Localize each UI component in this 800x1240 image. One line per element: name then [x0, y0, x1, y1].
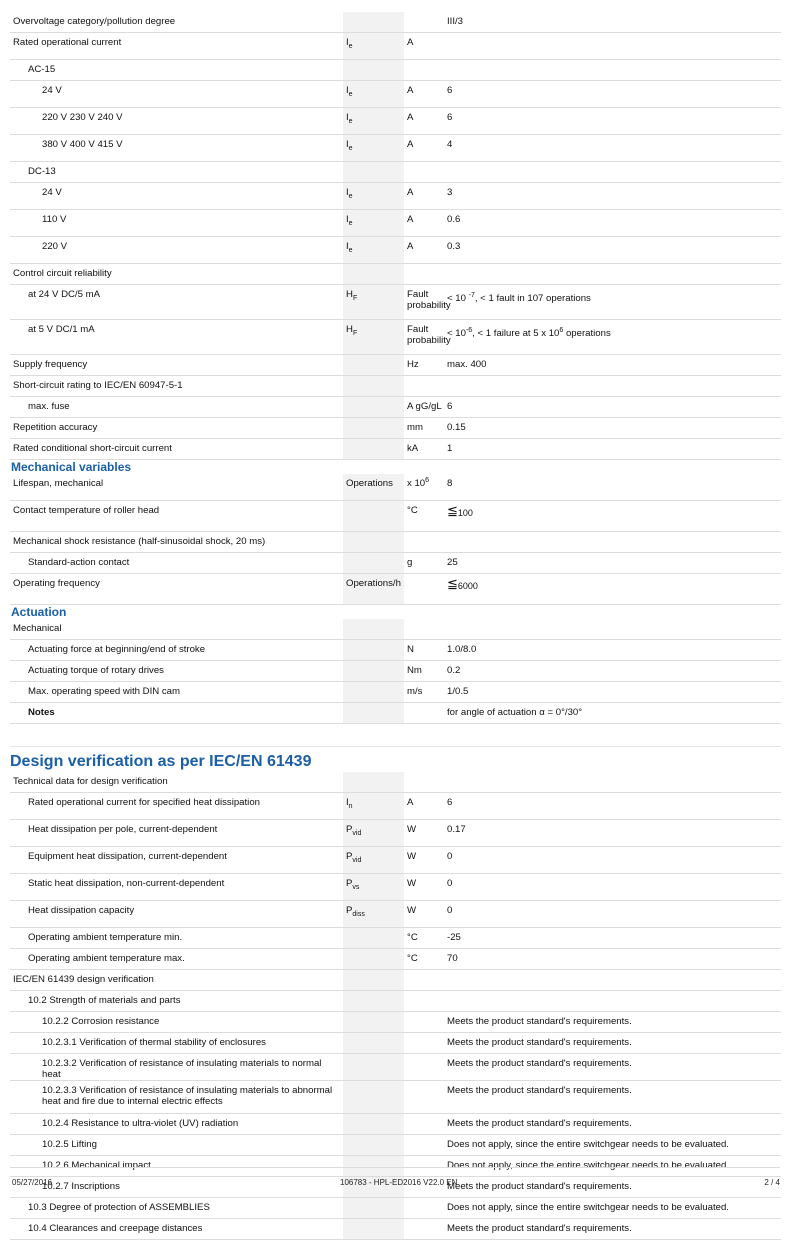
row-value [444, 970, 781, 991]
row-value: Meets the product standard's requirements. [444, 1081, 781, 1114]
symbol-base: P [346, 878, 353, 889]
table-row [10, 183, 781, 210]
unit-line: Fault [407, 324, 429, 335]
row-value: 25 [444, 553, 781, 574]
table-row [10, 320, 781, 355]
row-unit [404, 1114, 444, 1135]
electrical-table [10, 12, 781, 460]
row-label: 10.2.3.3 Verification of resistance of insulating materials to abnormal heat and fire due to internal electric effects [10, 1081, 343, 1114]
row-unit: A gG/gL [404, 397, 444, 418]
symbol-base: P [346, 905, 353, 916]
table-row [10, 640, 781, 661]
table-row [10, 991, 781, 1012]
row-symbol [343, 439, 404, 460]
table-row [10, 237, 781, 264]
table-row [10, 1198, 781, 1219]
value-exponent: 6 [559, 326, 564, 334]
table-row [10, 772, 781, 793]
symbol-base: I [346, 112, 349, 123]
row-label: 10.2.2 Corrosion resistance [10, 1012, 343, 1033]
row-label: 10.4 Clearances and creepage distances [10, 1219, 343, 1240]
row-label: at 24 V DC/5 mA [10, 285, 343, 320]
row-label: Lifespan, mechanical [10, 474, 343, 501]
row-label: AC-15 [10, 60, 343, 81]
row-label: DC-13 [10, 162, 343, 183]
mechanical-table [10, 474, 781, 605]
less-equal-icon: ≦ [447, 503, 458, 518]
value-part: , < 1 fault in 107 operations [474, 293, 591, 304]
row-label: 24 V [10, 183, 343, 210]
row-symbol [343, 108, 404, 135]
section-title-mechanical: Mechanical variables [11, 460, 132, 474]
row-label: Contact temperature of roller head [10, 501, 343, 532]
table-row [10, 210, 781, 237]
value-number: 100 [457, 507, 473, 518]
row-symbol [343, 264, 404, 285]
table-row [10, 81, 781, 108]
table-row [10, 33, 781, 60]
row-value: 0 [444, 847, 781, 874]
row-label: Mechanical [10, 619, 343, 640]
row-symbol [343, 1054, 404, 1081]
unit-line: probability [407, 300, 451, 311]
row-unit [404, 376, 444, 397]
row-value: 0.17 [444, 820, 781, 847]
table-row [10, 928, 781, 949]
row-symbol [343, 135, 404, 162]
table-row [10, 355, 781, 376]
row-unit: W [404, 874, 444, 901]
row-value: 6 [444, 81, 781, 108]
row-symbol [343, 847, 404, 874]
symbol-base: H [346, 289, 353, 300]
row-value: 0.2 [444, 661, 781, 682]
row-unit: g [404, 553, 444, 574]
row-symbol [343, 1198, 404, 1219]
row-value: max. 400 [444, 355, 781, 376]
row-label: 380 V 400 V 415 V [10, 135, 343, 162]
table-row [10, 1012, 781, 1033]
row-unit: Hz [404, 355, 444, 376]
row-unit: °C [404, 928, 444, 949]
row-unit [404, 772, 444, 793]
row-label: Operating frequency [10, 574, 343, 605]
row-unit [404, 285, 451, 320]
row-symbol [343, 81, 404, 108]
table-row [10, 619, 781, 640]
row-unit [404, 474, 444, 501]
row-label: Rated operational current [10, 33, 343, 60]
row-label: Overvoltage category/pollution degree [10, 12, 343, 33]
symbol-base: I [346, 139, 349, 150]
row-label: 10.2.3.2 Verification of resistance of insulating materials to normal heat [10, 1054, 343, 1081]
row-unit: W [404, 901, 444, 928]
table-row [10, 264, 781, 285]
row-symbol [343, 237, 404, 264]
table-row [10, 682, 781, 703]
table-row [10, 847, 781, 874]
row-symbol [343, 320, 404, 355]
symbol-base: H [346, 324, 353, 335]
symbol-subscript: F [352, 294, 358, 302]
row-label: 10.2.3.1 Verification of thermal stability of enclosures [10, 1033, 343, 1054]
row-unit: A [404, 183, 444, 210]
row-unit: kA [404, 439, 444, 460]
row-value: 1 [444, 439, 781, 460]
row-symbol [343, 285, 404, 320]
unit-line: Fault [407, 289, 429, 300]
row-symbol [343, 183, 404, 210]
row-symbol [343, 970, 404, 991]
table-row [10, 553, 781, 574]
row-value [444, 619, 781, 640]
row-unit [404, 1033, 444, 1054]
row-unit [404, 970, 444, 991]
row-label: Mechanical shock resistance (half-sinusoidal shock, 20 ms) [10, 532, 343, 553]
value-part: , < 1 failure at 5 x 10 [472, 328, 560, 339]
table-row [10, 1033, 781, 1054]
row-value: 6 [444, 108, 781, 135]
row-unit: A [404, 135, 444, 162]
row-value: Meets the product standard's requirements. [444, 1033, 781, 1054]
row-label: Equipment heat dissipation, current-dependent [10, 847, 343, 874]
symbol-base: I [346, 85, 349, 96]
row-value [444, 60, 781, 81]
value-part: < 10 [447, 328, 466, 339]
row-value [444, 162, 781, 183]
row-label: Heat dissipation per pole, current-dependent [10, 820, 343, 847]
symbol-subscript: e [348, 219, 353, 227]
row-value [444, 376, 781, 397]
row-unit: A [404, 237, 444, 264]
row-value [444, 264, 781, 285]
symbol-subscript: e [348, 42, 353, 50]
table-row [10, 1114, 781, 1135]
table-row [10, 901, 781, 928]
table-row [10, 661, 781, 682]
table-row [10, 501, 781, 532]
row-unit: °C [404, 501, 444, 532]
row-unit [404, 1198, 444, 1219]
symbol-subscript: e [348, 144, 353, 152]
row-value: III/3 [444, 12, 781, 33]
table-row [10, 532, 781, 553]
row-value: 6 [444, 397, 781, 418]
row-label: Rated conditional short-circuit current [10, 439, 343, 460]
row-unit: A [404, 81, 444, 108]
row-unit: A [404, 793, 444, 820]
row-unit [404, 60, 444, 81]
design-verification-title: Design verification as per IEC/EN 61439 [10, 746, 781, 772]
row-symbol [343, 661, 404, 682]
footer-document-id: 106783 - HPL-ED2016 V22.0 EN [340, 1178, 458, 1187]
row-symbol [343, 355, 404, 376]
row-label: Max. operating speed with DIN cam [10, 682, 343, 703]
row-value: 1.0/8.0 [444, 640, 781, 661]
row-unit [404, 1054, 444, 1081]
row-unit [404, 619, 444, 640]
row-value: Does not apply, since the entire switchgear needs to be evaluated. [444, 1135, 781, 1156]
row-value [444, 33, 781, 60]
row-value: for angle of actuation α = 0°/30° [444, 703, 781, 724]
table-row [10, 1054, 781, 1081]
symbol-base: P [346, 851, 353, 862]
table-row [10, 474, 781, 501]
table-row [10, 439, 781, 460]
row-unit [404, 320, 451, 355]
row-label: 10.2 Strength of materials and parts [10, 991, 343, 1012]
unit-exponent: 6 [425, 476, 430, 484]
row-value [444, 772, 781, 793]
row-unit: m/s [404, 682, 444, 703]
row-value: Does not apply, since the entire switchgear needs to be evaluated. [444, 1156, 781, 1177]
row-value: 3 [444, 183, 781, 210]
row-label: Rated operational current for specified heat dissipation [10, 793, 343, 820]
table-row [10, 820, 781, 847]
actuation-table [10, 619, 781, 724]
row-value: Meets the product standard's requirements. [444, 1114, 781, 1135]
row-symbol [343, 901, 404, 928]
row-label: max. fuse [10, 397, 343, 418]
symbol-subscript: diss [352, 910, 365, 918]
unit-base: x 10 [407, 478, 426, 489]
table-row [10, 703, 781, 724]
symbol-base: I [346, 187, 349, 198]
symbol-base: I [346, 214, 349, 225]
row-symbol [343, 1114, 404, 1135]
table-row [10, 949, 781, 970]
row-symbol [343, 418, 404, 439]
row-unit: °C [404, 949, 444, 970]
row-symbol [343, 682, 404, 703]
row-symbol [343, 949, 404, 970]
row-unit: mm [404, 418, 444, 439]
row-unit [404, 1219, 444, 1240]
row-label: Actuating force at beginning/end of stroke [10, 640, 343, 661]
row-value: 8 [444, 474, 781, 501]
row-label: Operating ambient temperature min. [10, 928, 343, 949]
symbol-subscript: e [348, 117, 353, 125]
table-row [10, 135, 781, 162]
table-row [10, 1081, 781, 1114]
symbol-base: I [346, 37, 349, 48]
row-label: Short-circuit rating to IEC/EN 60947-5-1 [10, 376, 343, 397]
symbol-subscript: F [352, 329, 358, 337]
row-label: Technical data for design verification [10, 772, 343, 793]
row-value [444, 991, 781, 1012]
row-label: 220 V 230 V 240 V [10, 108, 343, 135]
row-label: Heat dissipation capacity [10, 901, 343, 928]
row-unit [404, 1135, 444, 1156]
symbol-subscript: e [348, 90, 353, 98]
row-label: Actuating torque of rotary drives [10, 661, 343, 682]
symbol-base: P [346, 824, 353, 835]
row-value [444, 501, 781, 532]
row-unit [404, 1012, 444, 1033]
row-value: Meets the product standard's requirements. [444, 1054, 781, 1081]
row-symbol [343, 1012, 404, 1033]
symbol-subscript: vid [352, 829, 362, 837]
row-label: Static heat dissipation, non-current-dependent [10, 874, 343, 901]
table-row [10, 285, 781, 320]
row-value: Meets the product standard's requirements. [444, 1219, 781, 1240]
symbol-base: I [346, 241, 349, 252]
row-value: 0.3 [444, 237, 781, 264]
table-row [10, 12, 781, 33]
symbol-subscript: vid [352, 856, 362, 864]
row-value: -25 [444, 928, 781, 949]
row-unit: W [404, 847, 444, 874]
row-unit [404, 703, 444, 724]
row-symbol [343, 397, 404, 418]
row-value: 1/0.5 [444, 682, 781, 703]
row-label: Control circuit reliability [10, 264, 343, 285]
row-label: 24 V [10, 81, 343, 108]
row-symbol [343, 703, 404, 724]
table-row [10, 376, 781, 397]
row-value: 4 [444, 135, 781, 162]
value-part: < 10 [447, 293, 469, 304]
row-unit [404, 264, 444, 285]
row-value: Meets the product standard's requirements. [444, 1177, 781, 1198]
less-equal-icon: ≦ [447, 576, 458, 591]
row-unit [404, 991, 444, 1012]
value-part: operations [563, 328, 611, 339]
row-symbol [343, 376, 404, 397]
row-unit: W [404, 820, 444, 847]
row-symbol: Operations/h [343, 574, 404, 605]
table-row [10, 874, 781, 901]
row-value [444, 574, 781, 605]
table-row [10, 418, 781, 439]
table-row [10, 1219, 781, 1240]
value-exponent: -6 [465, 326, 473, 334]
row-symbol [343, 1135, 404, 1156]
row-label: 10.2.5 Lifting [10, 1135, 343, 1156]
row-unit: A [404, 210, 444, 237]
row-label: Repetition accuracy [10, 418, 343, 439]
row-label: 220 V [10, 237, 343, 264]
row-symbol [343, 1033, 404, 1054]
section-title-actuation: Actuation [11, 605, 67, 619]
row-symbol [343, 60, 404, 81]
row-symbol [343, 928, 404, 949]
row-symbol [343, 772, 404, 793]
row-unit: Nm [404, 661, 444, 682]
table-row [10, 60, 781, 81]
symbol-subscript: e [348, 246, 353, 254]
row-symbol [343, 991, 404, 1012]
row-value: 6 [444, 793, 781, 820]
row-unit [404, 12, 444, 33]
table-row [10, 397, 781, 418]
row-value: 0 [444, 874, 781, 901]
row-symbol [343, 874, 404, 901]
symbol-subscript: n [348, 802, 353, 810]
symbol-base: I [346, 797, 349, 808]
row-label: 110 V [10, 210, 343, 237]
row-symbol [343, 640, 404, 661]
row-label: 10.2.6 Mechanical impact [10, 1156, 343, 1177]
row-value [444, 320, 781, 355]
symbol-subscript: e [348, 192, 353, 200]
footer-date: 05/27/2016 [12, 1178, 53, 1187]
row-label: 10.3 Degree of protection of ASSEMBLIES [10, 1198, 343, 1219]
row-value: 0.15 [444, 418, 781, 439]
row-symbol [343, 210, 404, 237]
row-label: Standard-action contact [10, 553, 343, 574]
row-value: 0 [444, 901, 781, 928]
row-symbol: Operations [343, 474, 404, 501]
row-label: IEC/EN 61439 design verification [10, 970, 343, 991]
row-symbol [343, 793, 404, 820]
table-row [10, 108, 781, 135]
datasheet-page [10, 12, 781, 1240]
row-symbol [343, 12, 404, 33]
table-row [10, 793, 781, 820]
row-unit: A [404, 33, 444, 60]
row-label: 10.2.4 Resistance to ultra-violet (UV) radiation [10, 1114, 343, 1135]
table-row [10, 574, 781, 605]
row-symbol [343, 1219, 404, 1240]
row-symbol [343, 162, 404, 183]
row-unit: A [404, 108, 444, 135]
row-label: Supply frequency [10, 355, 343, 376]
row-value: 70 [444, 949, 781, 970]
row-label: Operating ambient temperature max. [10, 949, 343, 970]
row-value [444, 285, 781, 320]
footer-page-number: 2 / 4 [764, 1178, 780, 1187]
value-number: 6000 [457, 580, 478, 591]
table-row [10, 970, 781, 991]
row-symbol [343, 33, 404, 60]
row-label: Notes [10, 703, 343, 724]
row-label: 10.2.7 Inscriptions [10, 1177, 343, 1198]
symbol-subscript: vs [352, 883, 360, 891]
row-label: at 5 V DC/1 mA [10, 320, 343, 355]
table-row [10, 162, 781, 183]
row-value: Meets the product standard's requirements. [444, 1012, 781, 1033]
row-unit [404, 162, 444, 183]
row-symbol [343, 619, 404, 640]
unit-line: probability [407, 335, 451, 346]
row-symbol [343, 820, 404, 847]
row-value: Does not apply, since the entire switchgear needs to be evaluated. [444, 1198, 781, 1219]
row-value: 0.6 [444, 210, 781, 237]
table-row [10, 1135, 781, 1156]
value-exponent: -7 [468, 291, 475, 299]
row-unit: N [404, 640, 444, 661]
